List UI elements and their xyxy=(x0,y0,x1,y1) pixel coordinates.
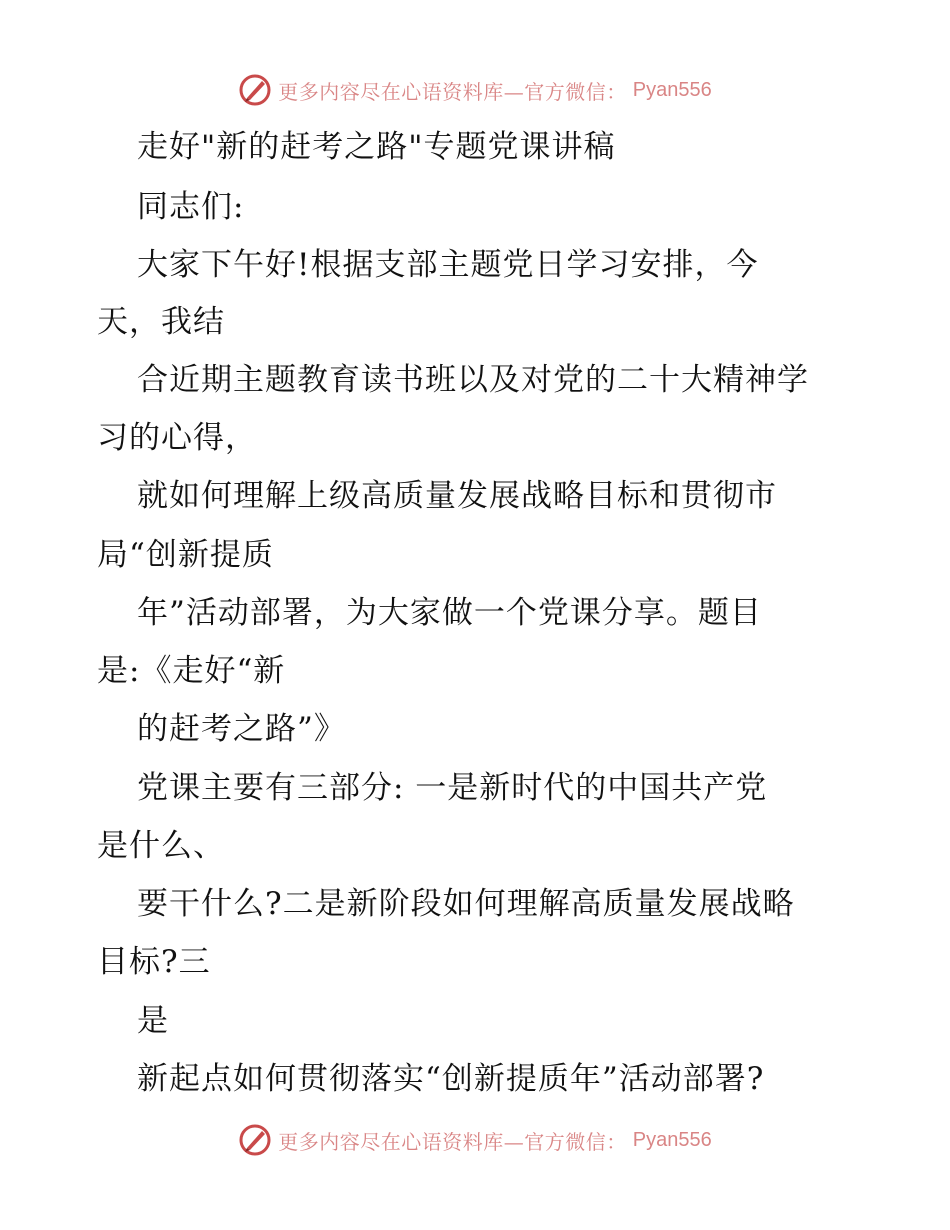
watermark-text: 更多内容尽在心语资料库—官方微信： xyxy=(278,1129,627,1154)
paragraph-line: 合近期主题教育读书班以及对党的二十大精神学 xyxy=(137,362,809,398)
watermark-text: 更多内容尽在心语资料库—官方微信： xyxy=(278,79,627,104)
document-title: 走好"新的赶考之路"专题党课讲稿 xyxy=(137,129,616,165)
paragraph-line: 年”活动部署，为大家做一个党课分享。题目 xyxy=(137,595,762,631)
paragraph-line: 的赶考之路”》 xyxy=(137,711,346,747)
header-watermark xyxy=(0,70,950,110)
paragraph-line: 大家下午好!根据支部主题党日学习安排，今 xyxy=(137,247,759,283)
paragraph-line: 是什么、 xyxy=(97,828,225,864)
paragraph-line: 党课主要有三部分: 一是新时代的中国共产党 xyxy=(137,770,768,806)
footer-watermark xyxy=(0,1120,950,1160)
quill-pen-logo-icon xyxy=(238,1123,272,1157)
watermark-wechat-id: Pyan556 xyxy=(632,78,712,101)
paragraph-line: 是 xyxy=(137,1003,169,1039)
paragraph-line: 要干什么?二是新阶段如何理解高质量发展战略 xyxy=(137,886,795,922)
paragraph-line: 是:《走好“新 xyxy=(97,653,286,689)
quill-pen-logo-icon xyxy=(238,73,272,107)
paragraph-line: 天，我结 xyxy=(97,304,225,340)
paragraph-line: 就如何理解上级高质量发展战略目标和贯彻市 xyxy=(137,478,777,514)
salutation: 同志们: xyxy=(137,189,245,225)
paragraph-line: 新起点如何贯彻落实“创新提质年”活动部署? xyxy=(137,1061,765,1097)
paragraph-line: 习的心得， xyxy=(97,420,257,456)
paragraph-line: 目标?三 xyxy=(97,944,211,980)
watermark-wechat-id: Pyan556 xyxy=(632,1128,712,1151)
paragraph-line: 局“创新提质 xyxy=(97,537,274,573)
